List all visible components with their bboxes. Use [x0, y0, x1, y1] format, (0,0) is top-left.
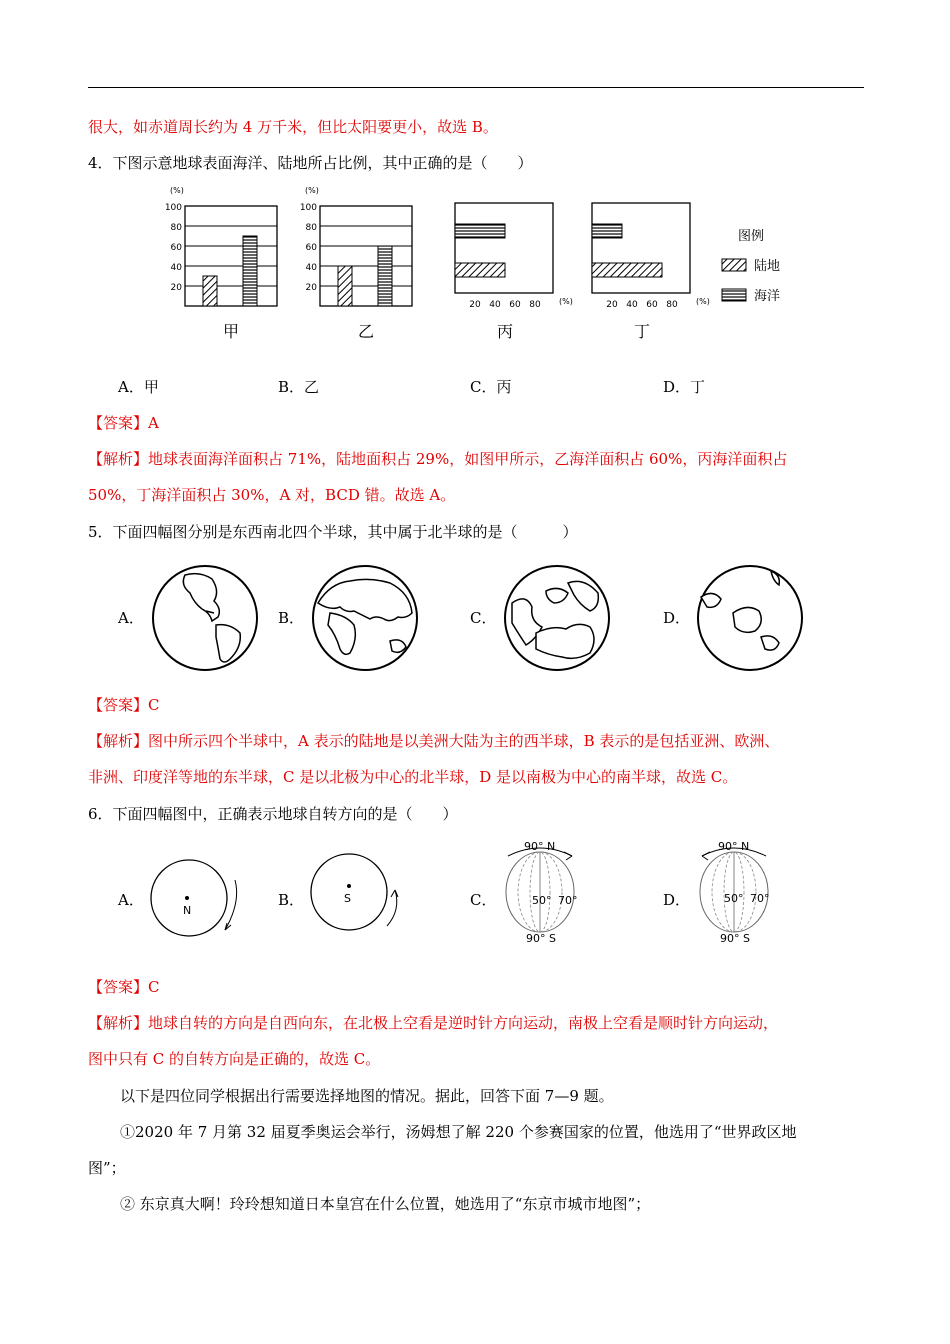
chart-2-ytick-40: 40 — [305, 263, 317, 273]
chart-4-xtick-40: 40 — [626, 300, 638, 310]
chart-1-land-bar — [203, 276, 217, 306]
rotation-c-globe — [496, 836, 586, 946]
rotation-b-s-label: S — [344, 892, 351, 905]
chart-3-frame — [455, 203, 553, 293]
chart-1-ytick-60: 60 — [170, 243, 182, 253]
previous-answer-continuation: 很大，如赤道周长约为 4 万千米，但比太阳要更小，故选 B。 — [88, 118, 498, 136]
svg-text:90° S: 90° S — [526, 932, 556, 945]
svg-text:50°: 50° — [532, 894, 552, 907]
chart-3-xtick-60: 60 — [509, 300, 521, 310]
svg-text:90° S: 90° S — [720, 932, 750, 945]
q4-option-b[interactable]: B．乙 — [278, 378, 320, 396]
chart-2-ocean-bar — [378, 246, 392, 306]
passage-item1-line2: 图”； — [88, 1159, 126, 1177]
q5-option-c[interactable]: C． — [470, 609, 497, 627]
chart-1-ytick-100: 100 — [164, 203, 182, 213]
chart-4-xtick-20: 20 — [606, 300, 618, 310]
svg-text:90° N: 90° N — [524, 840, 556, 853]
svg-text:70°: 70° — [558, 894, 578, 907]
chart-3-unit: (%) — [559, 297, 573, 306]
q4-legend — [722, 229, 780, 304]
chart-4-unit: (%) — [696, 297, 710, 306]
chart-2-ytick-20: 20 — [305, 283, 317, 293]
hemisphere-a-western — [150, 563, 260, 673]
chart-3-ocean-bar — [455, 224, 505, 238]
header-rule — [88, 87, 864, 88]
rotation-d-globe — [690, 836, 780, 946]
legend-title: 图例 — [738, 229, 765, 244]
legend-ocean-swatch — [722, 289, 746, 301]
q4-charts — [165, 186, 710, 341]
chart-3-name: 丙 — [496, 322, 514, 341]
svg-text:50°: 50° — [724, 892, 744, 905]
q4-analysis-line1: 【解析】地球表面海洋面积占 71%，陆地面积占 29%，如图甲所示，乙海洋面积占 60%，丙海洋面积占 — [88, 450, 788, 468]
chart-3-xtick-80: 80 — [529, 300, 541, 310]
chart-4-frame — [592, 203, 690, 293]
q6-option-d[interactable]: D． — [663, 891, 691, 909]
q5-answer: 【答案】C — [88, 696, 160, 714]
svg-text:90° N: 90° N — [718, 840, 750, 853]
q4-option-c[interactable]: C．丙 — [470, 378, 512, 396]
chart-3-land-bar — [455, 263, 505, 277]
q4-stem: 4．下图示意地球表面海洋、陆地所占比例，其中正确的是（ ） — [88, 154, 533, 172]
q5-analysis-line2: 非洲、印度洋等地的东半球，C 是以北极为中心的北半球，D 是以南极为中心的南半球，故选 C。 — [88, 768, 738, 786]
chart-1-ytick-20: 20 — [170, 283, 182, 293]
q4-analysis-line2: 50%，丁海洋面积占 30%，A 对，BCD 错。故选 A。 — [88, 486, 456, 504]
chart-2-ytick-60: 60 — [305, 243, 317, 253]
chart-2-ytick-100: 100 — [299, 203, 317, 213]
chart-2-frame — [320, 206, 412, 306]
chart-1-ytick-80: 80 — [170, 223, 182, 233]
q6-option-a[interactable]: A． — [118, 891, 144, 909]
chart-3-xtick-40: 40 — [489, 300, 501, 310]
chart-2-unit: (%) — [305, 186, 319, 195]
chart-4-land-bar — [592, 263, 662, 277]
hemisphere-c-northern — [502, 563, 612, 673]
q6-option-b[interactable]: B． — [278, 891, 305, 909]
chart-3-xtick-20: 20 — [469, 300, 481, 310]
chart-1-frame — [185, 206, 277, 306]
q5-option-d[interactable]: D． — [663, 609, 691, 627]
legend-land-label: 陆地 — [754, 259, 781, 274]
q5-analysis-line1: 【解析】图中所示四个半球中，A 表示的陆地是以美洲大陆为主的西半球，B 表示的是包括亚洲、欧洲、 — [88, 732, 780, 750]
legend-ocean-label: 海洋 — [754, 289, 781, 304]
chart-4-xtick-80: 80 — [666, 300, 678, 310]
q5-option-a[interactable]: A． — [118, 609, 144, 627]
q5-option-b[interactable]: B． — [278, 609, 305, 627]
passage-item2: ② 东京真大啊！玲玲想知道日本皇宫在什么位置，她选用了“东京市城市地图”； — [120, 1195, 651, 1213]
chart-4-name: 丁 — [633, 322, 651, 341]
q6-option-c[interactable]: C． — [470, 891, 497, 909]
passage-intro: 以下是四位同学根据出行需要选择地图的情况。据此，回答下面 7—9 题。 — [120, 1087, 614, 1105]
rotation-b-south-pole — [305, 850, 405, 940]
chart-2-name: 乙 — [357, 322, 375, 341]
chart-2-ytick-80: 80 — [305, 223, 317, 233]
q4-figure — [160, 182, 800, 347]
chart-2-land-bar — [338, 266, 352, 306]
legend-land-swatch — [722, 259, 746, 271]
rotation-a-north-pole — [145, 858, 245, 940]
passage-item1-line1: ①2020 年 7 月第 32 届夏季奥运会举行，汤姆想了解 220 个参赛国家的位置，他选用了“世界政区地 — [120, 1123, 797, 1141]
rotation-a-n-label: N — [183, 904, 192, 917]
q6-analysis-line1: 【解析】地球自转的方向是自西向东，在北极上空看是逆时针方向运动，南极上空看是顺时针方向运动， — [88, 1014, 779, 1032]
svg-text:70°: 70° — [750, 892, 770, 905]
hemisphere-b-eastern — [310, 563, 420, 673]
q5-stem: 5．下面四幅图分别是东西南北四个半球，其中属于北半球的是（ ） — [88, 523, 578, 541]
chart-1-unit: (%) — [170, 186, 184, 195]
chart-4-xtick-60: 60 — [646, 300, 658, 310]
chart-1-ytick-40: 40 — [170, 263, 182, 273]
q4-answer: 【答案】A — [88, 414, 159, 432]
hemisphere-d-southern — [695, 563, 805, 673]
q4-option-d[interactable]: D．丁 — [663, 378, 706, 396]
q6-answer: 【答案】C — [88, 978, 160, 996]
q6-stem: 6．下面四幅图中，正确表示地球自转方向的是（ ） — [88, 805, 458, 823]
chart-1-ocean-bar — [243, 236, 257, 306]
q4-option-a[interactable]: A．甲 — [118, 378, 159, 396]
q6-analysis-line2: 图中只有 C 的自转方向是正确的，故选 C。 — [88, 1050, 381, 1068]
chart-1-name: 甲 — [222, 322, 240, 341]
chart-4-ocean-bar — [592, 224, 622, 238]
